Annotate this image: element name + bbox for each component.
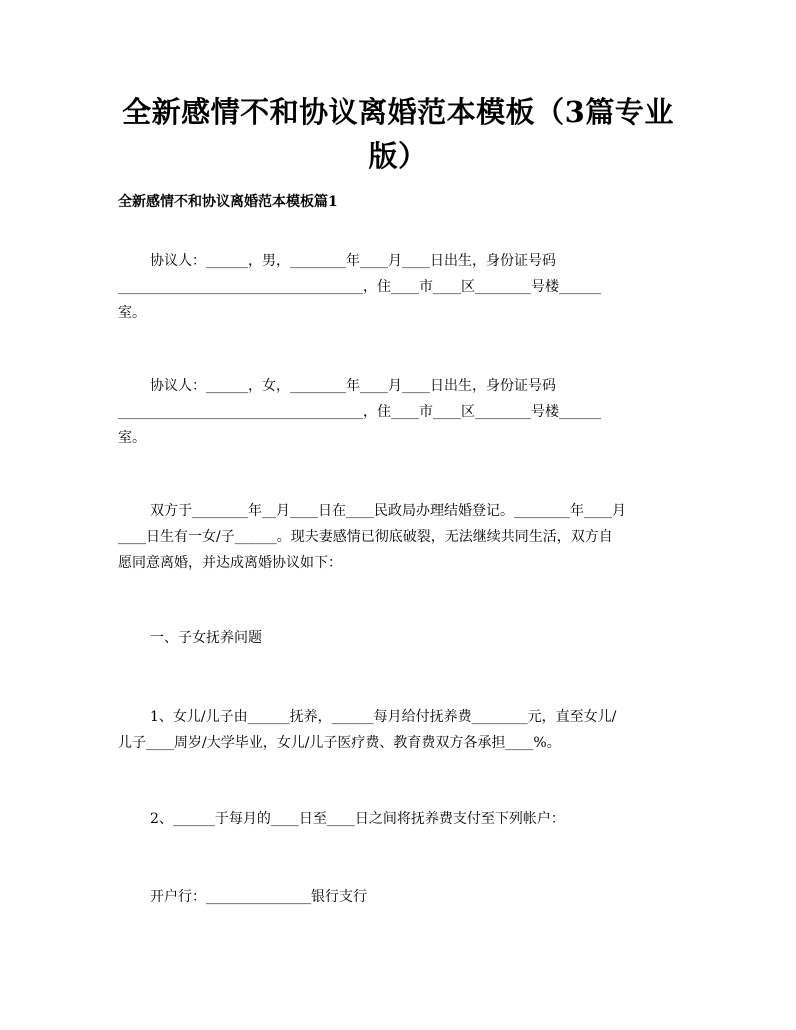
paragraph-line: 1、女儿/儿子由______抚养，______每月给付抚养费________元，直至女儿/ xyxy=(150,709,617,725)
marriage-info-paragraph xyxy=(118,498,678,576)
paragraph-line: 室。 xyxy=(118,305,146,321)
paragraph-line: 2、______于每月的____日至____日之间将抚养费支付至下列帐户： xyxy=(150,811,565,827)
party-male-paragraph xyxy=(118,248,678,326)
paragraph-line: 双方于________年__月____日在____民政局办理结婚登记。________年____月 xyxy=(150,503,626,519)
bank-account-paragraph xyxy=(118,884,678,910)
paragraph-line: 一、子女抚养问题 xyxy=(150,630,262,646)
title-line-2: 版） xyxy=(368,139,428,173)
section-heading: 全新感情不和协议离婚范本模板篇1 xyxy=(118,194,338,210)
document-title xyxy=(118,90,678,178)
section-child-support-heading xyxy=(118,625,678,651)
paragraph-line: 协议人：______，男，________年____月____日出生，身份证号码 xyxy=(150,253,556,269)
party-female-paragraph xyxy=(118,373,678,451)
clause-1-paragraph xyxy=(118,704,678,756)
paragraph-line: 协议人：______，女，________年____月____日出生，身份证号码 xyxy=(150,378,556,394)
title-line-1: 全新感情不和协议离婚范本模板（3篇专业 xyxy=(122,95,674,129)
paragraph-line: 愿同意离婚，并达成离婚协议如下： xyxy=(118,555,342,571)
clause-2-paragraph xyxy=(118,806,678,832)
paragraph-line: 开户行：_______________银行支行 xyxy=(150,889,367,905)
paragraph-line: ____日生有一女/子______。现夫妻感情已彻底破裂，无法继续共同生活，双方自 xyxy=(118,529,613,545)
paragraph-line: 室。 xyxy=(118,430,146,446)
paragraph-line: ___________________________________，住____市____区________号楼______ xyxy=(118,404,601,420)
paragraph-line: ___________________________________，住____市____区________号楼______ xyxy=(118,279,601,295)
paragraph-line: 儿子____周岁/大学毕业，女儿/儿子医疗费、教育费双方各承担____%。 xyxy=(118,735,561,751)
